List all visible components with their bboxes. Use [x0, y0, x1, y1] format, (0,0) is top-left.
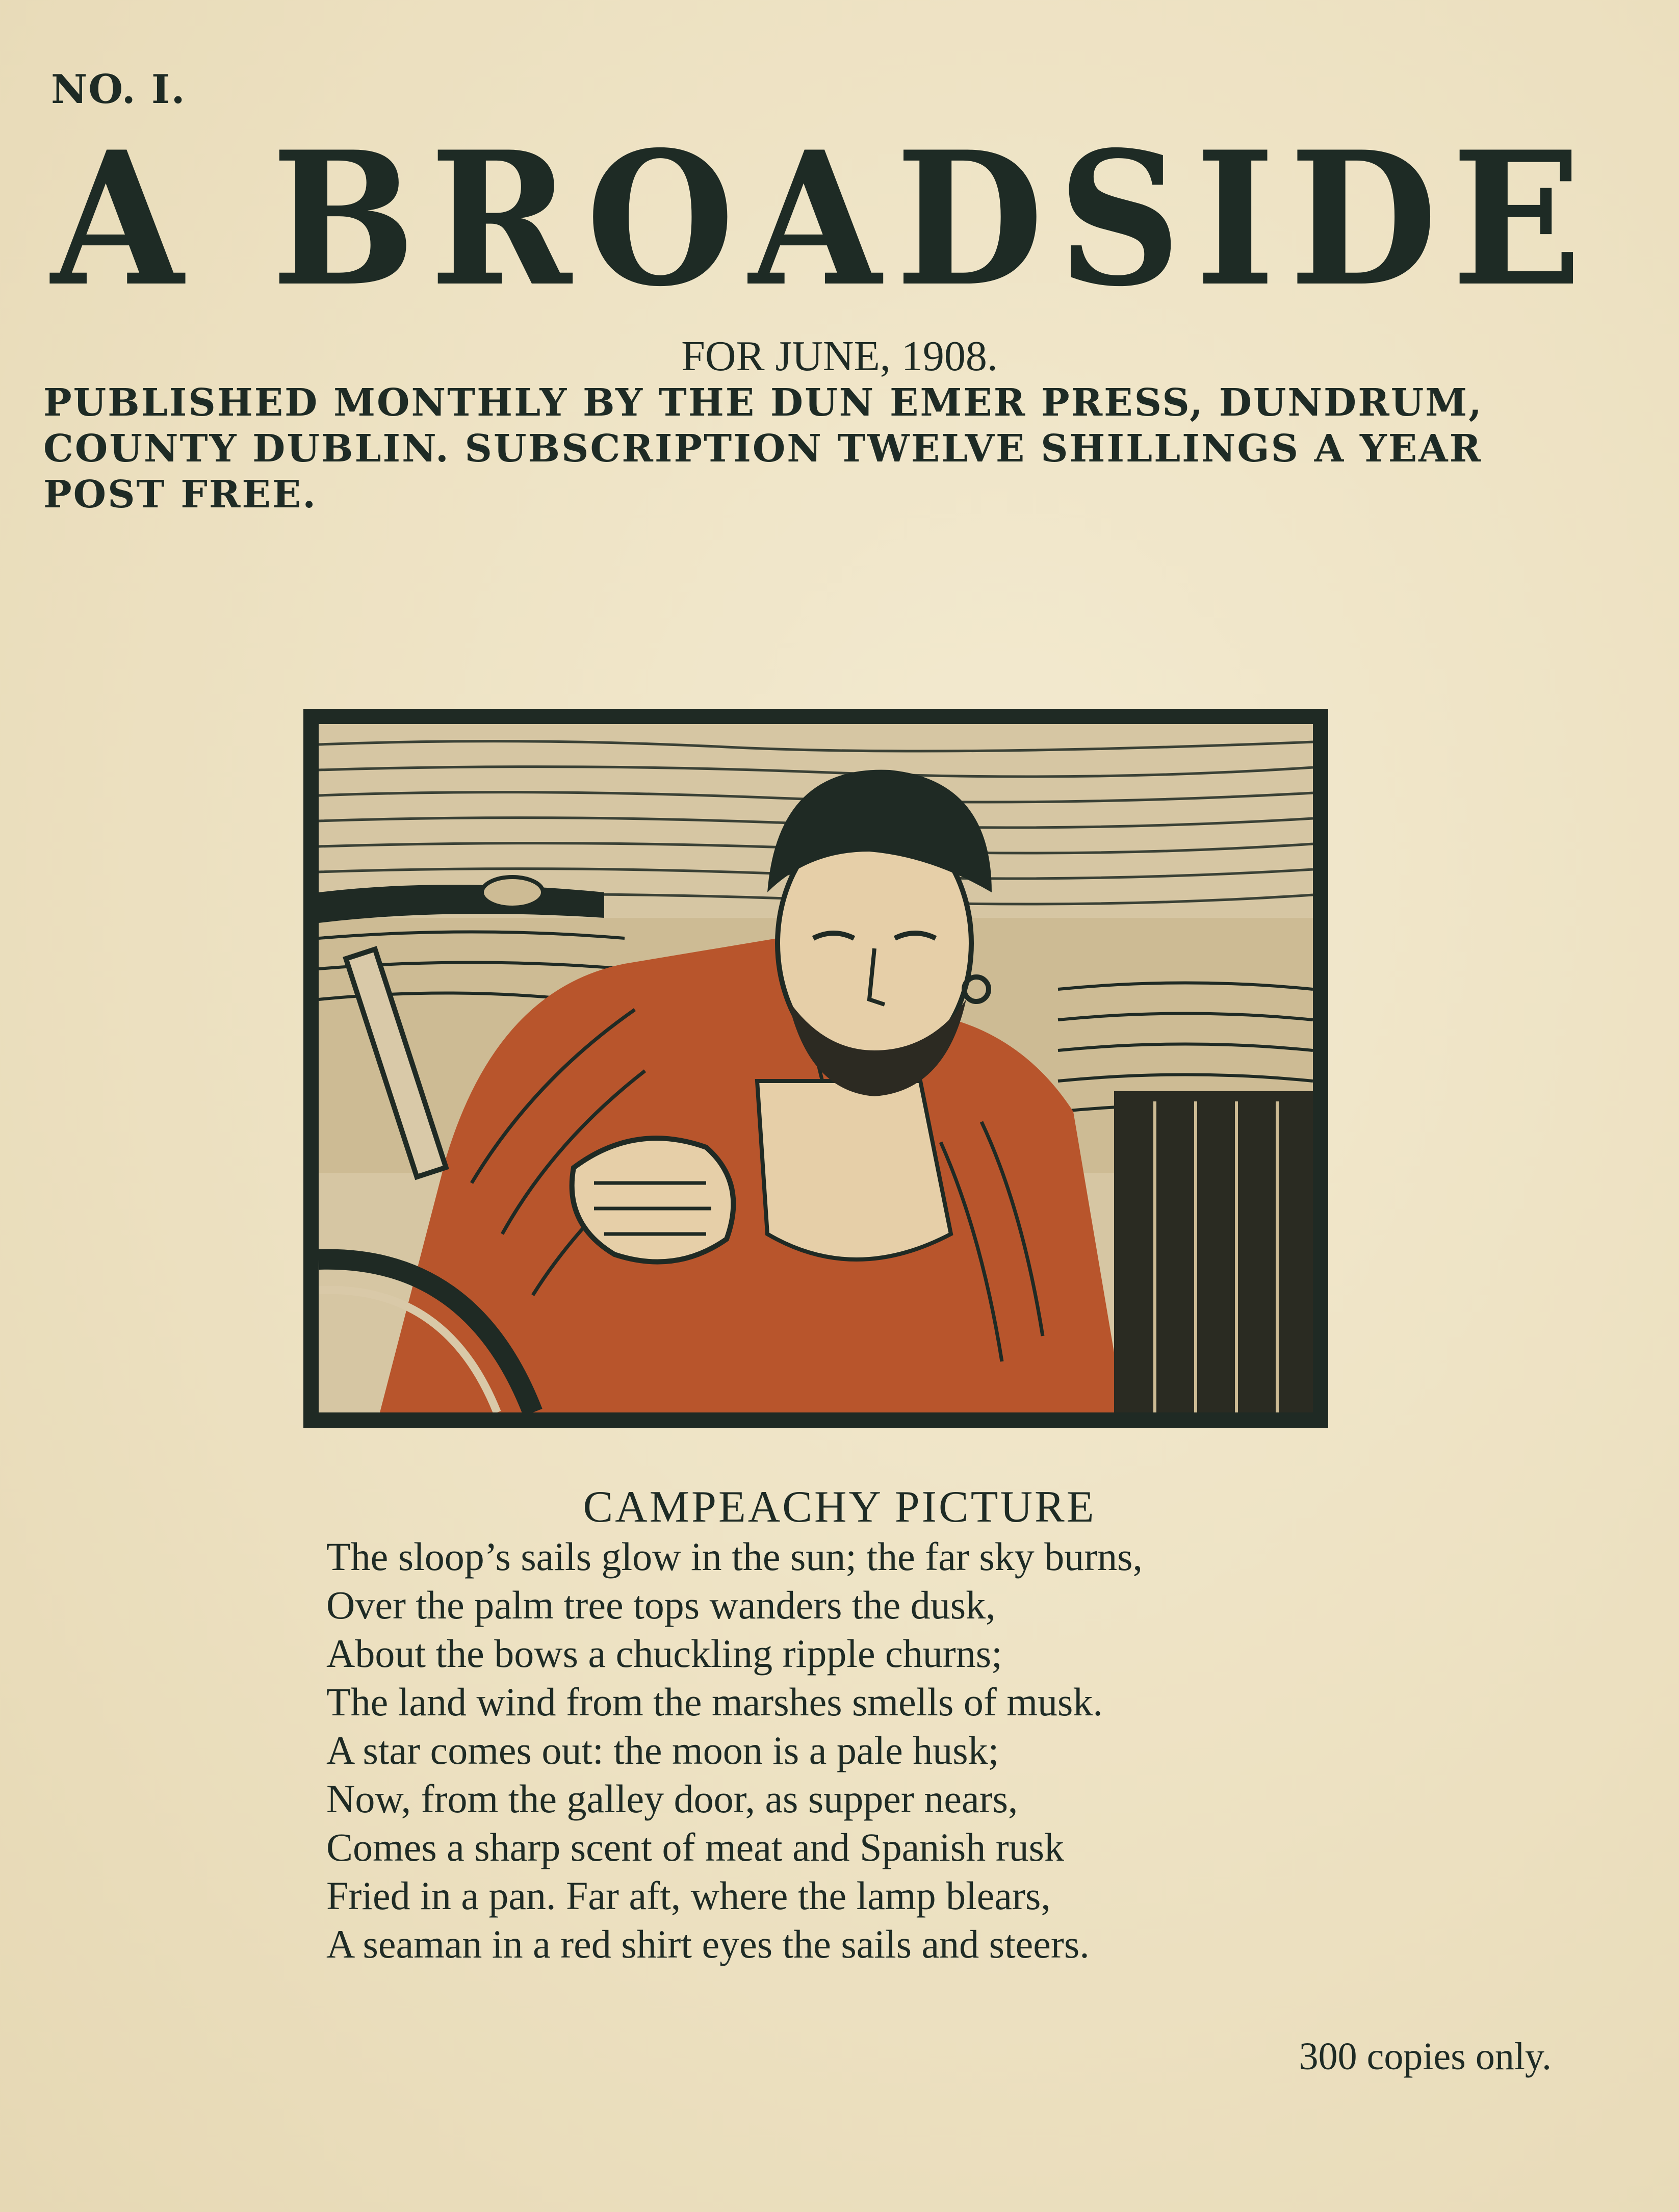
poem-line: A seaman in a red shirt eyes the sails and steers.	[326, 1922, 1090, 1966]
publisher-line: POST FREE.	[43, 473, 317, 517]
publisher-info	[43, 380, 1644, 518]
poem-line: A star comes out: the moon is a pale husk;	[326, 1728, 999, 1772]
publisher-line: PUBLISHED MONTHLY BY THE DUN EMER PRESS, DUNDRUM,	[43, 381, 1483, 425]
issue-date: FOR JUNE, 1908.	[681, 332, 998, 380]
poem-line: Fried in a pan. Far aft, where the lamp blears,	[326, 1873, 1051, 1918]
poem-line: The sloop’s sails glow in the sun; the far sky burns,	[326, 1534, 1143, 1579]
poem-body	[326, 1532, 1601, 1968]
poem-line: Comes a sharp scent of meat and Spanish rusk	[326, 1825, 1065, 1869]
poem-line: Now, from the galley door, as supper nears,	[326, 1777, 1018, 1821]
poem-title: CAMPEACHY PICTURE	[583, 1482, 1096, 1532]
publisher-line: COUNTY DUBLIN. SUBSCRIPTION TWELVE SHILLINGS A YEAR	[43, 427, 1483, 471]
seaman-woodcut-illustration	[303, 709, 1328, 1428]
poem-line: Over the palm tree tops wanders the dusk,	[326, 1583, 996, 1627]
edition-note: 300 copies only.	[1299, 2035, 1552, 2078]
woodcut-artwork	[319, 724, 1313, 1412]
issue-number: NO. I.	[51, 66, 186, 113]
poem-line: The land wind from the marshes smells of musk.	[326, 1680, 1103, 1724]
masthead-title: A BROADSIDE	[51, 111, 1596, 327]
poem-line: About the bows a chuckling ripple churns;	[326, 1631, 1002, 1676]
